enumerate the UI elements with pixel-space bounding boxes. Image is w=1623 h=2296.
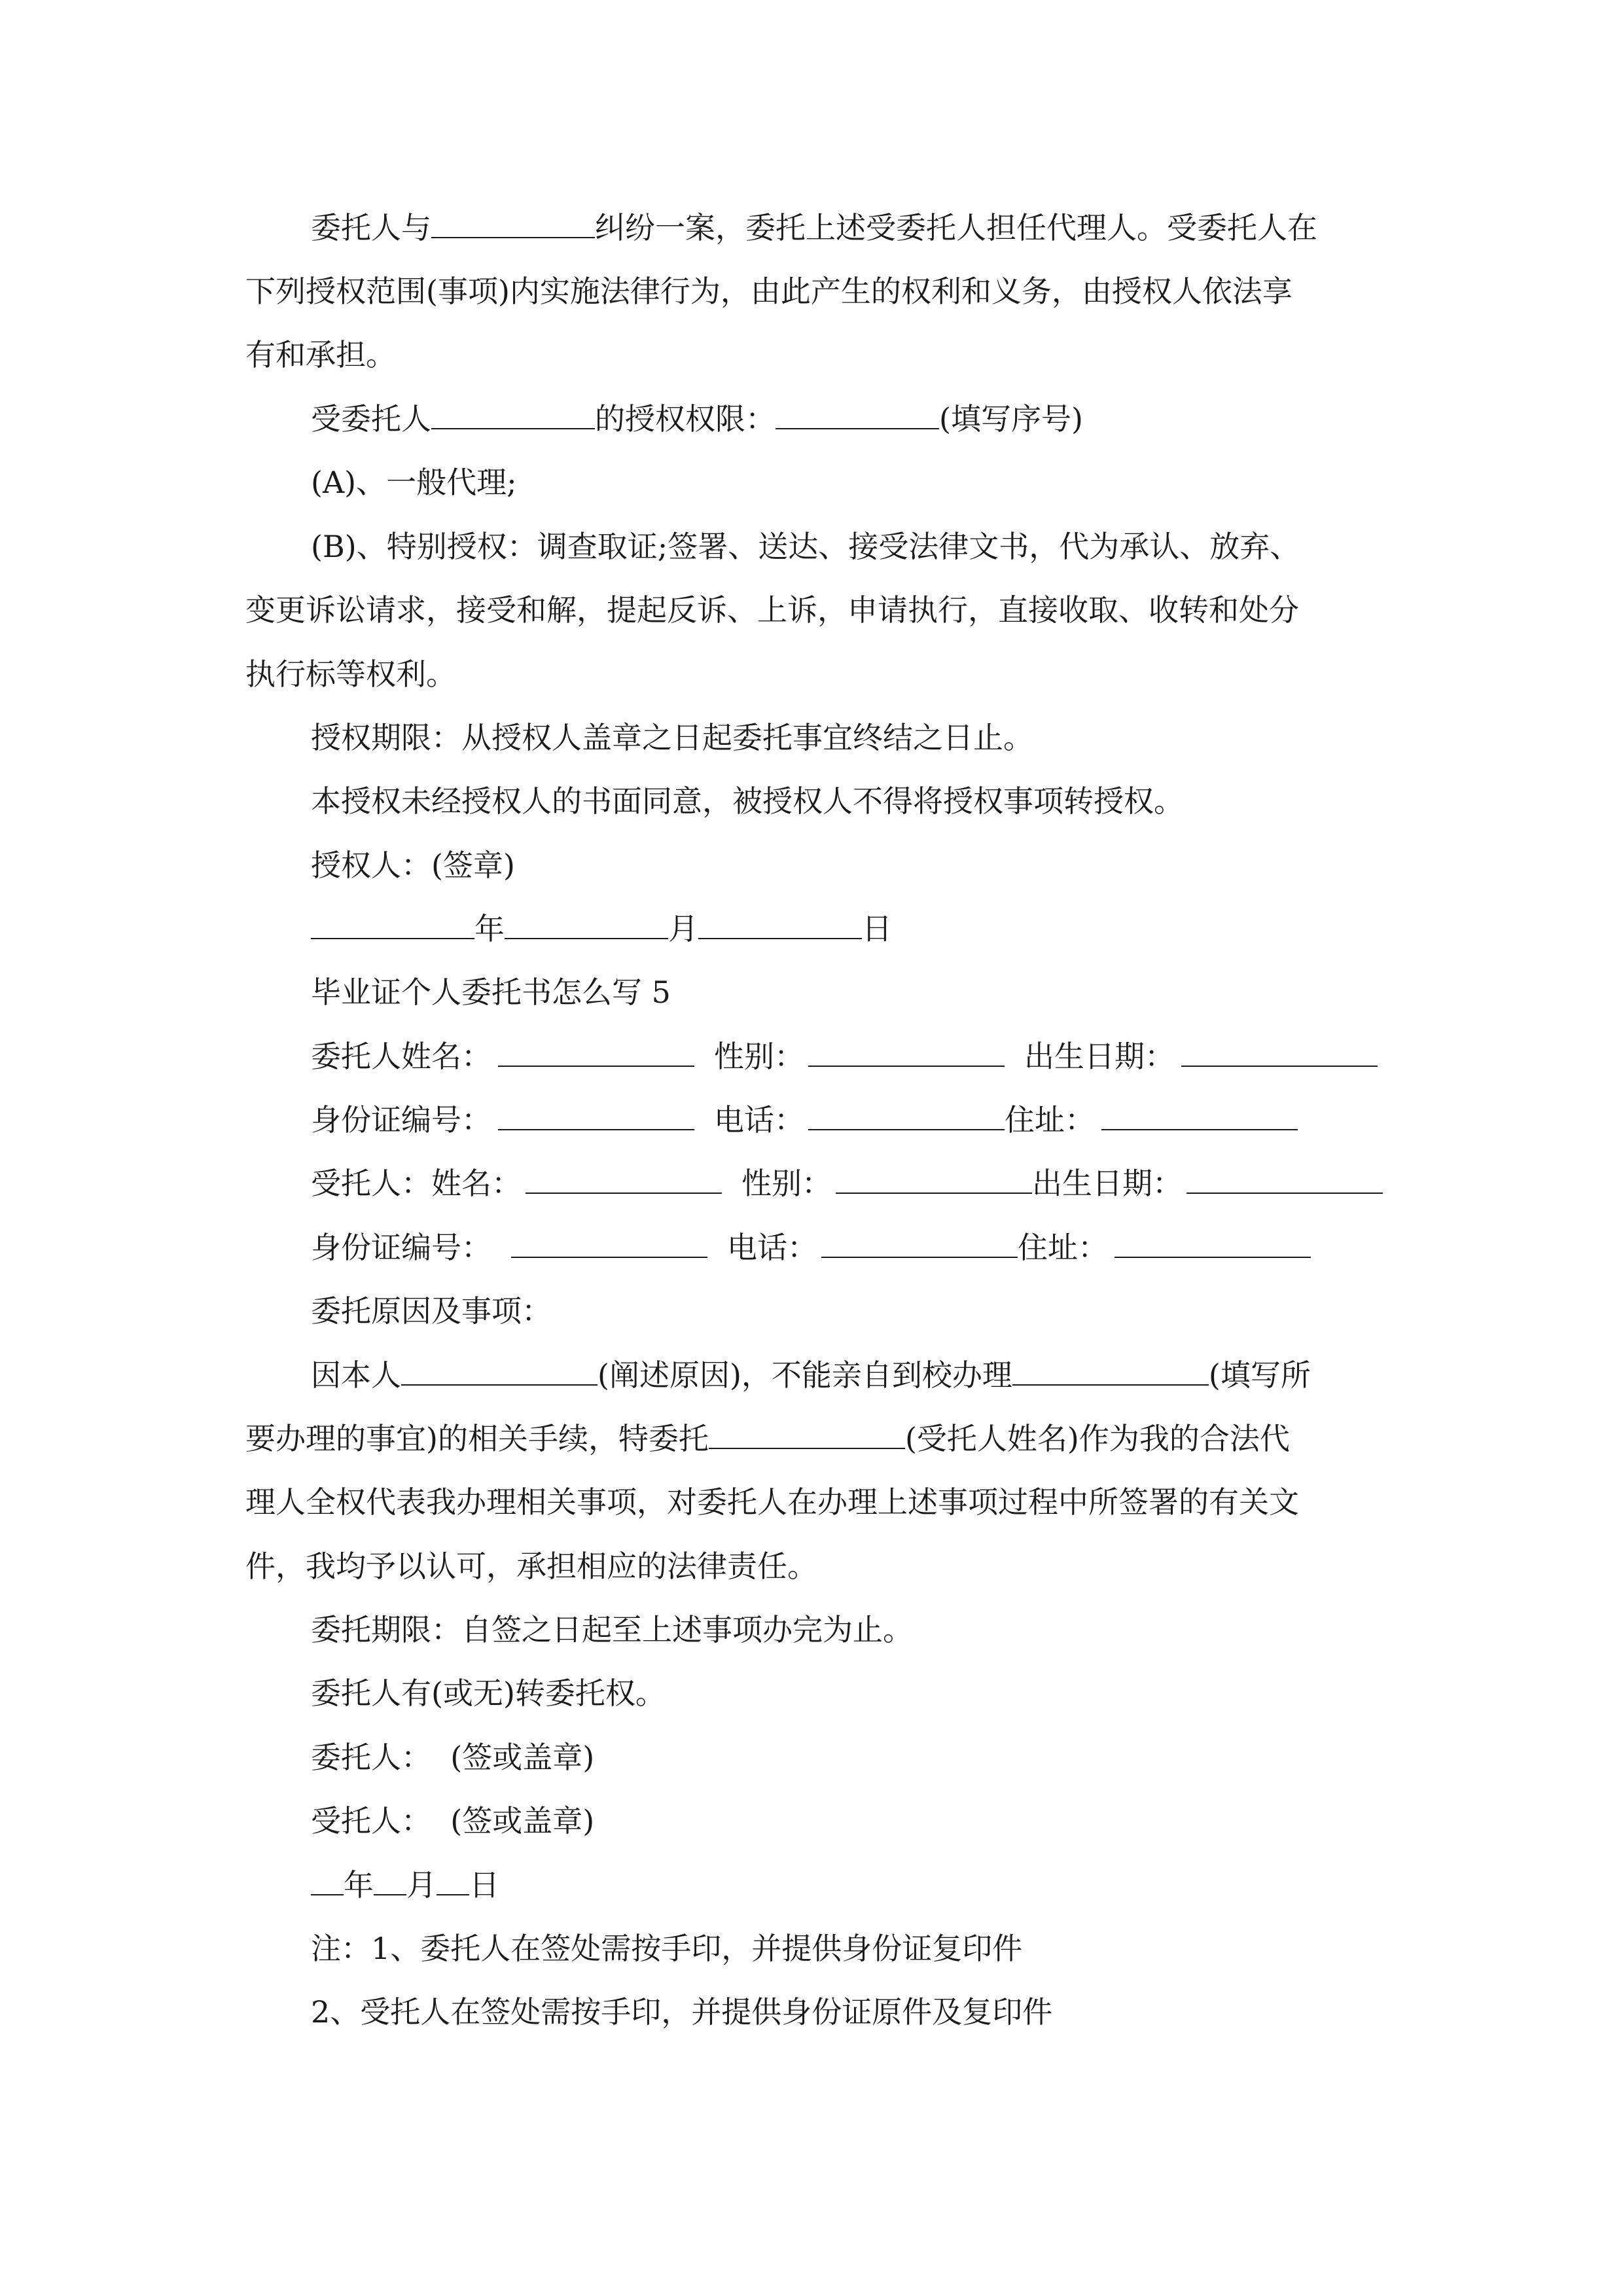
text: 要办理的事宜)的相关手续，特委托 bbox=[245, 1421, 709, 1456]
text: (填写序号) bbox=[939, 401, 1083, 437]
text: 性别： bbox=[714, 1039, 804, 1074]
text: 住址： bbox=[1005, 1102, 1095, 1138]
text: 身份证编号： bbox=[311, 1230, 491, 1265]
text: 日 bbox=[469, 1867, 499, 1903]
fill-blank[interactable] bbox=[431, 211, 595, 238]
agent-info-row bbox=[311, 1164, 1623, 1203]
phone-blank[interactable] bbox=[808, 1103, 1005, 1130]
text: 月 bbox=[406, 1867, 437, 1903]
principal-info-row bbox=[311, 1037, 1623, 1076]
reason-line-3: 理人全权代表我办理相关事项，对委托人在办理上述事项过程中所签署的有关文 bbox=[245, 1484, 1299, 1520]
principal-id-row bbox=[311, 1100, 1623, 1139]
option-b-line-2: 变更诉讼请求，接受和解，提起反诉、上诉，申请执行，直接收取、收转和处分 bbox=[245, 592, 1299, 628]
reason-line-1 bbox=[311, 1355, 1623, 1395]
text: 出生日期： bbox=[1024, 1039, 1175, 1074]
authorization-scope-line bbox=[311, 399, 1623, 439]
section-heading: 毕业证个人委托书怎么写 5 bbox=[311, 975, 671, 1010]
principal-signature: 委托人： (签或盖章) bbox=[311, 1740, 595, 1775]
text: 电话： bbox=[727, 1230, 817, 1265]
note-1: 注：1、委托人在签处需按手印，并提供身份证复印件 bbox=[311, 1931, 1023, 1966]
birthdate-blank[interactable] bbox=[1181, 1039, 1378, 1067]
address-blank[interactable] bbox=[1115, 1230, 1311, 1258]
no-subdelegation: 本授权未经授权人的书面同意，被授权人不得将授权事项转授权。 bbox=[311, 783, 1184, 819]
text: 的授权权限： bbox=[595, 401, 776, 437]
gender-blank[interactable] bbox=[808, 1039, 1005, 1067]
text: (受托人姓名)作为我的合法代 bbox=[904, 1421, 1290, 1456]
agent-signature: 受托人： (签或盖章) bbox=[311, 1803, 595, 1839]
reason-title: 委托原因及事项： bbox=[311, 1293, 552, 1329]
matter-blank[interactable] bbox=[1012, 1358, 1209, 1386]
paragraph-1-line-3: 有和承担。 bbox=[245, 337, 396, 372]
agent-id-row bbox=[311, 1228, 1623, 1267]
option-b-line-3: 执行标等权利。 bbox=[245, 656, 456, 692]
paragraph-1-line-2: 下列授权范围(事项)内实施法律行为，由此产生的权利和义务，由授权人依法享 bbox=[245, 274, 1293, 309]
authorization-term: 授权期限：从授权人盖章之日起委托事宜终结之日止。 bbox=[311, 720, 1033, 755]
id-blank[interactable] bbox=[511, 1230, 707, 1258]
text: 住址： bbox=[1018, 1230, 1108, 1265]
text: 年 bbox=[474, 911, 505, 946]
text: 性别： bbox=[741, 1166, 832, 1201]
text: 电话： bbox=[714, 1102, 804, 1138]
text: (填写所 bbox=[1208, 1357, 1311, 1393]
option-b-line-1: (B)、特别授权：调查取证;签署、送达、接受法律文书，代为承认、放弃、 bbox=[311, 529, 1300, 564]
text: 受委托人 bbox=[311, 401, 431, 437]
text: 委托人与 bbox=[311, 210, 431, 245]
paragraph-1-line-1 bbox=[311, 208, 1623, 247]
name-blank[interactable] bbox=[498, 1039, 694, 1067]
grantor-signature: 授权人：(签章) bbox=[311, 848, 515, 883]
id-blank[interactable] bbox=[498, 1103, 694, 1130]
gender-blank[interactable] bbox=[836, 1166, 1032, 1194]
address-blank[interactable] bbox=[1101, 1103, 1298, 1130]
text: 出生日期： bbox=[1032, 1166, 1183, 1201]
text: 身份证编号： bbox=[311, 1102, 491, 1138]
text: 因本人 bbox=[311, 1357, 401, 1393]
text: 日 bbox=[862, 911, 892, 946]
agent-name-blank[interactable] bbox=[709, 1422, 905, 1449]
fill-blank[interactable] bbox=[776, 402, 939, 429]
day-blank[interactable] bbox=[437, 1868, 469, 1895]
text: (阐述原因)，不能亲自到校办理 bbox=[597, 1357, 1012, 1393]
subdelegation-right: 委托人有(或无)转委托权。 bbox=[311, 1676, 666, 1711]
year-blank[interactable] bbox=[311, 912, 474, 939]
text: 委托人姓名： bbox=[311, 1039, 491, 1074]
reason-line-2 bbox=[245, 1419, 1623, 1458]
birthdate-blank[interactable] bbox=[1186, 1166, 1383, 1194]
entrust-term: 委托期限：自签之日起至上述事项办完为止。 bbox=[311, 1612, 913, 1647]
fill-blank[interactable] bbox=[431, 402, 595, 429]
text: 受托人：姓名： bbox=[311, 1166, 522, 1201]
month-blank[interactable] bbox=[374, 1868, 406, 1895]
date-line-1 bbox=[311, 909, 1623, 948]
reason-line-4: 件，我均予以认可，承担相应的法律责任。 bbox=[245, 1549, 817, 1584]
text: 纠纷一案，委托上述受委托人担任代理人。受委托人在 bbox=[595, 210, 1317, 245]
text: 年 bbox=[344, 1867, 374, 1903]
phone-blank[interactable] bbox=[821, 1230, 1018, 1258]
month-blank[interactable] bbox=[505, 912, 668, 939]
note-2: 2、受托人在签处需按手印，并提供身份证原件及复印件 bbox=[311, 1994, 1053, 2030]
name-blank[interactable] bbox=[526, 1166, 722, 1194]
date-line-2 bbox=[311, 1865, 1623, 1905]
option-a: (A)、一般代理; bbox=[311, 465, 517, 500]
reason-blank[interactable] bbox=[401, 1358, 597, 1386]
year-blank[interactable] bbox=[311, 1868, 344, 1895]
day-blank[interactable] bbox=[698, 912, 862, 939]
text: 月 bbox=[668, 911, 698, 946]
